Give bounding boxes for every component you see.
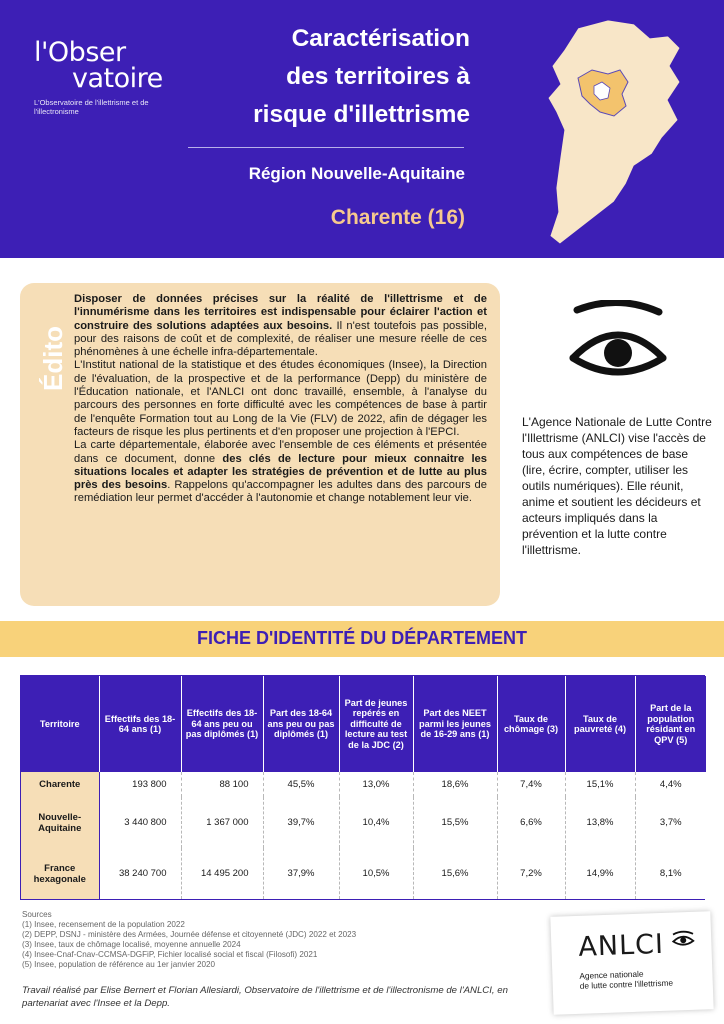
edito-paragraph-1: [74, 293, 487, 359]
title-line-2: des territoires à: [286, 63, 470, 90]
title-line-1: Caractérisation: [291, 25, 470, 52]
anlci-description: L'Agence Nationale de Lutte Contre l'Illettrisme (ANLCI) vise l'accès de tous aux compétences de base (lire, écrire, compter, utiliser les outils numériques). Elle réunit, anime et soutient les décideurs et acteurs impliqués dans la prévention et la lutte contre l'illettrisme.: [522, 415, 712, 557]
logo-line-1: l'Obser: [34, 37, 126, 68]
region-map-icon: [530, 8, 720, 248]
table-cell: 3 440 800: [99, 797, 181, 848]
edito-p3-end: . Rappelons qu'accompagner les adultes dans des parcours de remédiation leur permet d'accéder à l'autonomie et change notablement leur vie.: [74, 479, 487, 505]
table-cell: 7,4%: [497, 772, 565, 797]
table-row: [21, 848, 706, 899]
anlci-logo-tagline: [579, 968, 673, 991]
title-line-3: risque d'illettrisme: [253, 101, 470, 128]
table-cell: 13,8%: [565, 797, 635, 848]
eye-icon: [563, 300, 673, 390]
table-cell-territory: France hexagonale: [21, 848, 99, 899]
edito-paragraph-3: [74, 439, 487, 505]
table-cell-territory: Nouvelle-Aquitaine: [21, 797, 99, 848]
header-banner: [0, 0, 724, 258]
anlci-eye-icon: [671, 930, 696, 949]
table-cell: 3,7%: [635, 797, 706, 848]
sources-list: [22, 910, 542, 971]
source-item: (3) Insee, taux de chômage localisé, moyenne annuelle 2024: [22, 940, 241, 950]
logo-line-2: vatoire: [72, 63, 163, 94]
table-cell: 15,1%: [565, 772, 635, 797]
source-item: (1) Insee, recensement de la population 2022: [22, 920, 185, 930]
edito-vertical-label: [24, 289, 74, 399]
table-cell-territory: Charente: [21, 772, 99, 797]
table-cell: 13,0%: [339, 772, 413, 797]
edito-label-text: Édito: [38, 326, 68, 391]
title-divider: [188, 147, 464, 148]
source-item: (5) Insee, population de référence au 1er janvier 2020: [22, 960, 216, 970]
anlci-logo-name: ANLCI: [577, 928, 665, 963]
logo-subtitle: L'Observatoire de l'illettrisme et de l'illectronisme: [34, 98, 149, 116]
table-row: [21, 797, 706, 848]
table-header-row: [21, 676, 706, 772]
table-header-cell: Effectifs des 18-64 ans (1): [99, 676, 181, 772]
table-header-cell: Part des 18-64 ans peu ou pas diplômés (1): [263, 676, 339, 772]
sources-heading: Sources: [22, 910, 52, 919]
department-label: Charente (16): [330, 206, 465, 229]
table-cell: 15,6%: [413, 848, 497, 899]
edito-p1-bold: Disposer de données précises sur la réalité de l'illettrisme et de l'innumérisme dans les territoires est indispensable pour éclairer l'action et construire des solutions adaptées aux besoins.: [74, 293, 487, 332]
table-cell: 6,6%: [497, 797, 565, 848]
edito-text: [74, 293, 487, 506]
edito-label-wrap: [24, 289, 74, 399]
edito-p3-start: La carte départementale, élaborée avec l'ensemble de ces éléments et présentée dans ce document, donne: [74, 439, 487, 465]
identity-table-grid: [21, 676, 706, 899]
credits-text: Travail réalisé par Elise Bernert et Florian Allesiardi, Observatoire de l'illettrisme et de l'illectronisme de l'ANLCI, en partenariat avec l'Insee et la Depp.: [22, 985, 508, 1009]
table-header-cell: Effectifs des 18-64 ans peu ou pas diplômés (1): [181, 676, 263, 772]
table-cell: 10,4%: [339, 797, 413, 848]
source-item: (2) DEPP, DSNJ - ministère des Armées, Journée défense et citoyenneté (JDC) 2022 et 2023: [22, 930, 357, 940]
fiche-title: FICHE D'IDENTITÉ DU DÉPARTEMENT: [197, 628, 527, 648]
table-cell: 18,6%: [413, 772, 497, 797]
identity-table: [20, 675, 705, 900]
table-row: [21, 772, 706, 797]
table-cell: 38 240 700: [99, 848, 181, 899]
anlci-logo: [550, 911, 713, 1015]
table-cell: 10,5%: [339, 848, 413, 899]
anlci-tag-line-1: Agence nationale: [579, 968, 644, 981]
table-header-cell: Territoire: [21, 676, 99, 772]
table-header-cell: Part des NEET parmi les jeunes de 16-29 ans (1): [413, 676, 497, 772]
table-cell: 193 800: [99, 772, 181, 797]
observatoire-logo: [34, 37, 163, 116]
anlci-tag-line-2: de lutte contre l'illettrisme: [579, 977, 674, 991]
page-title: [180, 20, 470, 134]
edito-paragraph-2: L'Institut national de la statistique et des études économiques (Insee), la Direction de l'évaluation, de la prospective et de la performance (Depp) du ministère de l'Éducation nationale, et l'ANLCI ont donc travaillé, ensemble, à l'analyse du parcours des personnes en forte difficulté avec les compétences de base à partir de l'enquête Formation tout au Long de la Vie (FLV) de 2022, afin de dégager les facteurs de risque les plus pertinents et d'en proposer une projection à l'EPCI.: [74, 359, 487, 438]
table-cell: 4,4%: [635, 772, 706, 797]
table-cell: 37,9%: [263, 848, 339, 899]
source-item: (4) Insee-Cnaf-Cnav-CCMSA-DGFiP, Fichier localisé social et fiscal (Filosofi) 2021: [22, 950, 318, 960]
table-header-cell: Part de la population résidant en QPV (5): [635, 676, 706, 772]
table-header-cell: Taux de pauvreté (4): [565, 676, 635, 772]
edito-box: [20, 283, 500, 606]
table-cell: 7,2%: [497, 848, 565, 899]
table-header-cell: Taux de chômage (3): [497, 676, 565, 772]
table-cell: 15,5%: [413, 797, 497, 848]
table-cell: 39,7%: [263, 797, 339, 848]
region-label: Région Nouvelle-Aquitaine: [248, 164, 465, 183]
table-header-cell: Part de jeunes repérés en difficulté de lecture au test de la JDC (2): [339, 676, 413, 772]
table-cell: 14 495 200: [181, 848, 263, 899]
table-cell: 14,9%: [565, 848, 635, 899]
table-cell: 8,1%: [635, 848, 706, 899]
table-cell: 1 367 000: [181, 797, 263, 848]
edito-p1-rest: Il n'est toutefois pas possible, pour des raisons de coût et de complexité, de réaliser une mesure réelle de ces phénomènes à une échelle infra-départementale.: [74, 319, 487, 359]
edito-p3-bold: des clés de lecture pour mieux connaitre les situations locales et adapter les stratégies de prévention et de lutte au plus près des besoins: [74, 452, 487, 492]
table-cell: 88 100: [181, 772, 263, 797]
table-cell: 45,5%: [263, 772, 339, 797]
